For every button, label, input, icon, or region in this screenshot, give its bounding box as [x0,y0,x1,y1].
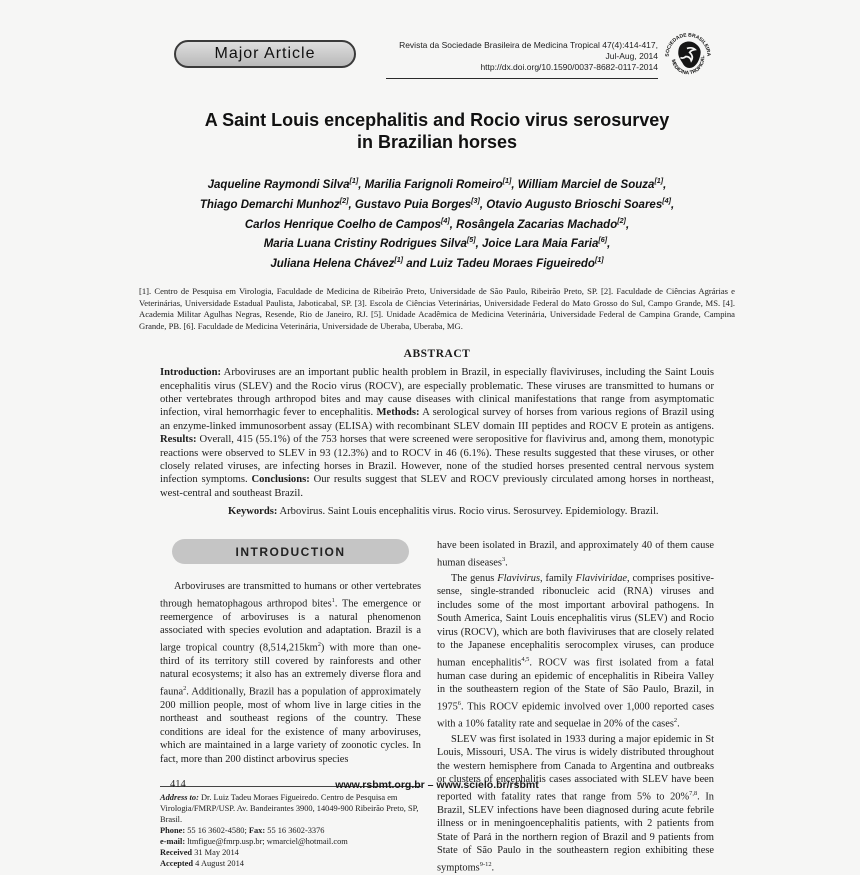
paragraph: Arboviruses are transmitted to humans or other vertebrates through hematophagous arthropod bites$^1$. The emergence or reemergence of arboviruses is a natural phenomenon associated with species evolution and adaptation. Brazil is a large tropical country $(8,514,215km^2)$ with more than one-third of its territory still covered by rainforests and other natural ecosystems; it also has an extremely diverse flora and fauna$^2$. Additionally, Brazil has a population of approximately 200 million people, most of whom live in large cities in the northeast and southeast regions of the country. These conditions are ideal for the existence of many arboviruses, which are maintained in a large variety of zoonotic cycles. In fact, more than 200 distinct arbovirus species [160,581,421,765]
keywords-line: Keywords: Arbovirus. Saint Louis encephalitis virus. Rocio virus. Serosurvey. Epidemiology. Brazil. [228,506,659,518]
column-gap [421,539,437,874]
page-number: 414 [170,779,186,790]
left-column [160,539,421,874]
authors-list [160,173,714,272]
authors-line: Maria Luana Cristiny Rodrigues Silva[5], Joice Lara Maia Faria[6], [263,236,611,251]
journal-citation-line: Revista da Sociedade Brasileira de Medicina Tropical 47(4):414-417, Jul-Aug, 2014 [399,40,658,61]
logo-text-top: SOCIEDADE BRASILEIRA [664,32,712,57]
paragraph: SLEV was first isolated in 1933 during a major epidemic in St Louis, Missouri, USA. The virus is widely distributed throughout the western hemisphere from Canada to Argentina and outbreaks or clusters of encephalitis cases associated with SLEV have been reported with fatality rates that range from 5% to 20%$^{7,8}$. In Brazil, SLEV infections have been diagnosed during acute febrile illness or in meningoencephalitis patients, with 2 patients from State of Pará in the northern region of Brazil and 9 patients from State of São Paulo in the southeastern region exhibiting these symptoms$^{9-12}$. [437,733,714,874]
footer-url: www.rsbmt.org.br – www.scielo.br/rsbmt [335,779,539,791]
body-columns [160,539,714,874]
affiliations: [1]. Centro de Pesquisa em Virologia, Faculdade de Medicina de Ribeirão Preto, Universidade de São Paulo, Ribeirão Preto, SP. [2]. Faculdade de Ciências Agrárias e Veterinárias, Universidade Estadual Paulista, Jaboticabal, SP. [3]. Escola de Ciências Veterinárias, Universidade Federal do Mato Grosso do Sul, Campo Grande, MS. [4]. Academia Militar Agulhas Negras, Resende, Rio de Janeiro, RJ. [5]. Unidade Acadêmica de Medicina Veterinária, Universidade Federal de Campina Grande, Campina Grande, PB. [6]. Faculdade de Medicina Veterinária, Universidade de Uberaba, Uberaba, MG. [139,286,735,331]
authors-line: Carlos Henrique Coelho de Campos[4], Rosângela Zacarias Machado[2], [244,216,630,231]
journal-citation [386,40,658,79]
logo-text-bottom: MEDICINA TROPICAL [669,55,707,77]
right-column [437,539,714,874]
correspondence-block [160,786,421,869]
received-line: Received 31 May 2014 [160,848,239,858]
paragraph: have been isolated in Brazil, and approximately 40 of them cause human diseases$^3$. [437,540,714,569]
accepted-line: Accepted 4 August 2014 [160,859,244,869]
article-title-line1: A Saint Louis encephalitis and Rocio virus serosurvey [204,110,670,130]
address-line: Address to: Dr. Luiz Tadeu Moraes Figueiredo. Centro de Pesquisa em Virologia/FMRP/USP. Av. Bandeirantes 3900, 14049-900 Ribeirão Preto, SP, Brasil. [160,793,419,825]
authors-line: Thiago Demarchi Munhoz[2], Gustavo Puia Borges[3], Otavio Augusto Brioschi Soares[4], [199,196,675,211]
page-header [174,32,714,87]
page-footer [160,779,714,793]
society-logo-icon [662,30,714,87]
authors-line: Jaqueline Raymondi Silva[1], Marilia Farignoli Romeiro[1], William Marciel de Souza[1], [207,177,667,191]
brazil-map-shape [678,41,700,67]
abstract-heading: ABSTRACT [403,348,471,361]
authors-line: Juliana Helena Chávez[1] and Luiz Tadeu Moraes Figueiredo[1] [270,256,604,271]
introduction-heading: INTRODUCTION [172,539,409,564]
article-title-line2: in Brazilian horses [356,132,518,152]
article-type-badge: Major Article [174,40,356,68]
paragraph: The genus Flavivirus, family Flaviviridae, comprises positive-sense, single-stranded ribonucleic acid (RNA) viruses and includes some of the most important arboviral pathogens. In South America, Saint Louis encephalitis virus (SLEV) and Rocio virus (ROCV), which are both flaviviruses that are closely related to the Japanese encephalitis serocomplex viruses, can produce human encephalitis$^{4,5}$. ROCV was first isolated from a fatal human case during an epidemic of encephalitis in Ribeira Valley in the southeastern region of the State of São Paulo, Brazil, in 1975$^6$. This ROCV epidemic involved over 1,000 reported cases with a 10% fatality rate and sequelae in 20% of the cases$^2$. [437,572,714,730]
email-line: e-mail: ltmfigue@fmrp.usp.br; wmarciel@hotmail.com [160,837,348,847]
abstract-body: Introduction: Arboviruses are an important public health problem in Brazil, in especially flaviviruses, including the Saint Louis encephalitis virus (SLEV) and the Rocio virus (ROCV), are especially problematic. These viruses are transmitted to humans or other vertebrates through arthropod bites and may cause diseases with clinical manifestations that range from asymptomatic infection, viral hemorrhagic fever to encephalitis. Methods: A serological survey of horses from various regions of Brazil using an enzyme-linked immunosorbent assay (ELISA) with recombinant SLEV domain III peptides and ROCV E protein as antigens. Results: Overall, 415 (55.1%) of the 753 horses that were screened were seropositive for flavivirus and, among them, monotypic reactions were observed to SLEV in 93 (12.3%) and to ROCV in 46 (6.1%). These results suggested that these viruses, or other closely related viruses, are infecting horses in Brazil. However, none of the studied horses presented central nervous system infection symptoms. Conclusions: Our results suggest that SLEV and ROCV previously circulated among horses in northeast, west-central and southeast Brazil. [160,367,714,499]
phone-fax-line: Phone: 55 16 3602-4580; Fax: 55 16 3602-3376 [160,826,325,836]
doi-link: http://dx.doi.org/10.1590/0037-8682-0117-2014 [480,62,658,72]
article-title [160,109,714,153]
